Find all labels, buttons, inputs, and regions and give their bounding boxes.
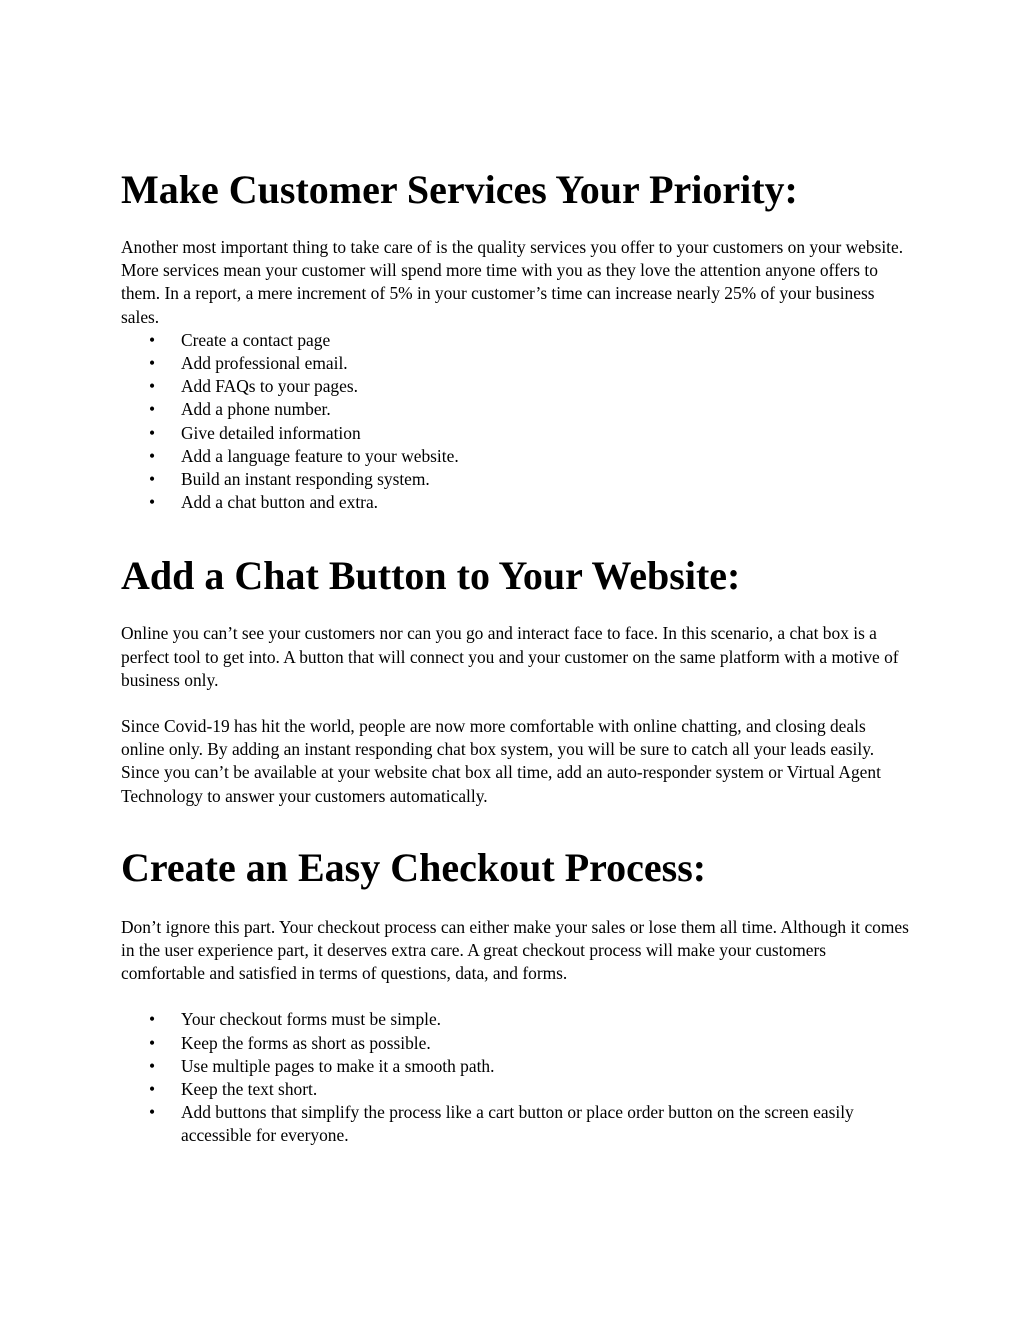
list-item: • Give detailed information (121, 422, 911, 445)
list-item: • Add FAQs to your pages. (121, 375, 911, 398)
section-heading: Make Customer Services Your Priority: (121, 167, 798, 212)
section-heading: Create an Easy Checkout Process: (121, 844, 707, 890)
document-page (121, 0, 911, 1148)
section-checkout (121, 845, 911, 1148)
list-item: • Build an instant responding system. (121, 468, 911, 491)
list-item: • Create a contact page (121, 329, 911, 352)
section-heading: Add a Chat Button to Your Website: (121, 553, 741, 599)
list-item: • Use multiple pages to make it a smooth path. (121, 1055, 911, 1078)
list-item: • Add a chat button and extra. (121, 491, 911, 514)
list-item: • Add a phone number. (121, 398, 911, 421)
list-item: • Keep the text short. (121, 1078, 911, 1101)
section-paragraph: Since you can’t be available at your website chat box all time, add an auto-responder system or Virtual Agent Technology to answer your customers automatically. (121, 762, 881, 806)
list-item: • Your checkout forms must be simple. (121, 1008, 911, 1031)
bullet-list (121, 1008, 911, 1147)
section-paragraph: Don’t ignore this part. Your checkout process can either make your sales or lose them all time. Although it comes in the user experience part, it deserves extra care. A great checkout process will make your customers comfortable and satisfied in terms of questions, data, and forms. (121, 916, 909, 984)
section-paragraph: Online you can’t see your customers nor can you go and interact face to face. In this scenario, a chat box is a perfect tool to get into. A button that will connect you and your customer on the same platform with a motive of business only. (121, 623, 899, 690)
section-customer-services (121, 167, 911, 514)
section-chat-button (121, 553, 911, 807)
section-paragraph: Since Covid-19 has hit the world, people are now more comfortable with online chatting, and closing deals online only. By adding an instant responding chat box system, you will be sure to catch all your leads easily. (121, 716, 875, 760)
list-item: • Add a language feature to your website. (121, 445, 911, 468)
list-item: • Add buttons that simplify the process like a cart button or place order button on the screen easily accessible for everyone. (121, 1101, 911, 1147)
list-item: • Keep the forms as short as possible. (121, 1032, 911, 1055)
bullet-list (121, 329, 911, 515)
list-item: • Add professional email. (121, 352, 911, 375)
section-paragraph: Another most important thing to take care of is the quality services you offer to your customers on your website. More services mean your customer will spend more time with you as they love the attention anyone offers to them. In a report, a mere increment of 5% in your customer’s time can increase nearly 25% of your business sales. (121, 237, 904, 327)
